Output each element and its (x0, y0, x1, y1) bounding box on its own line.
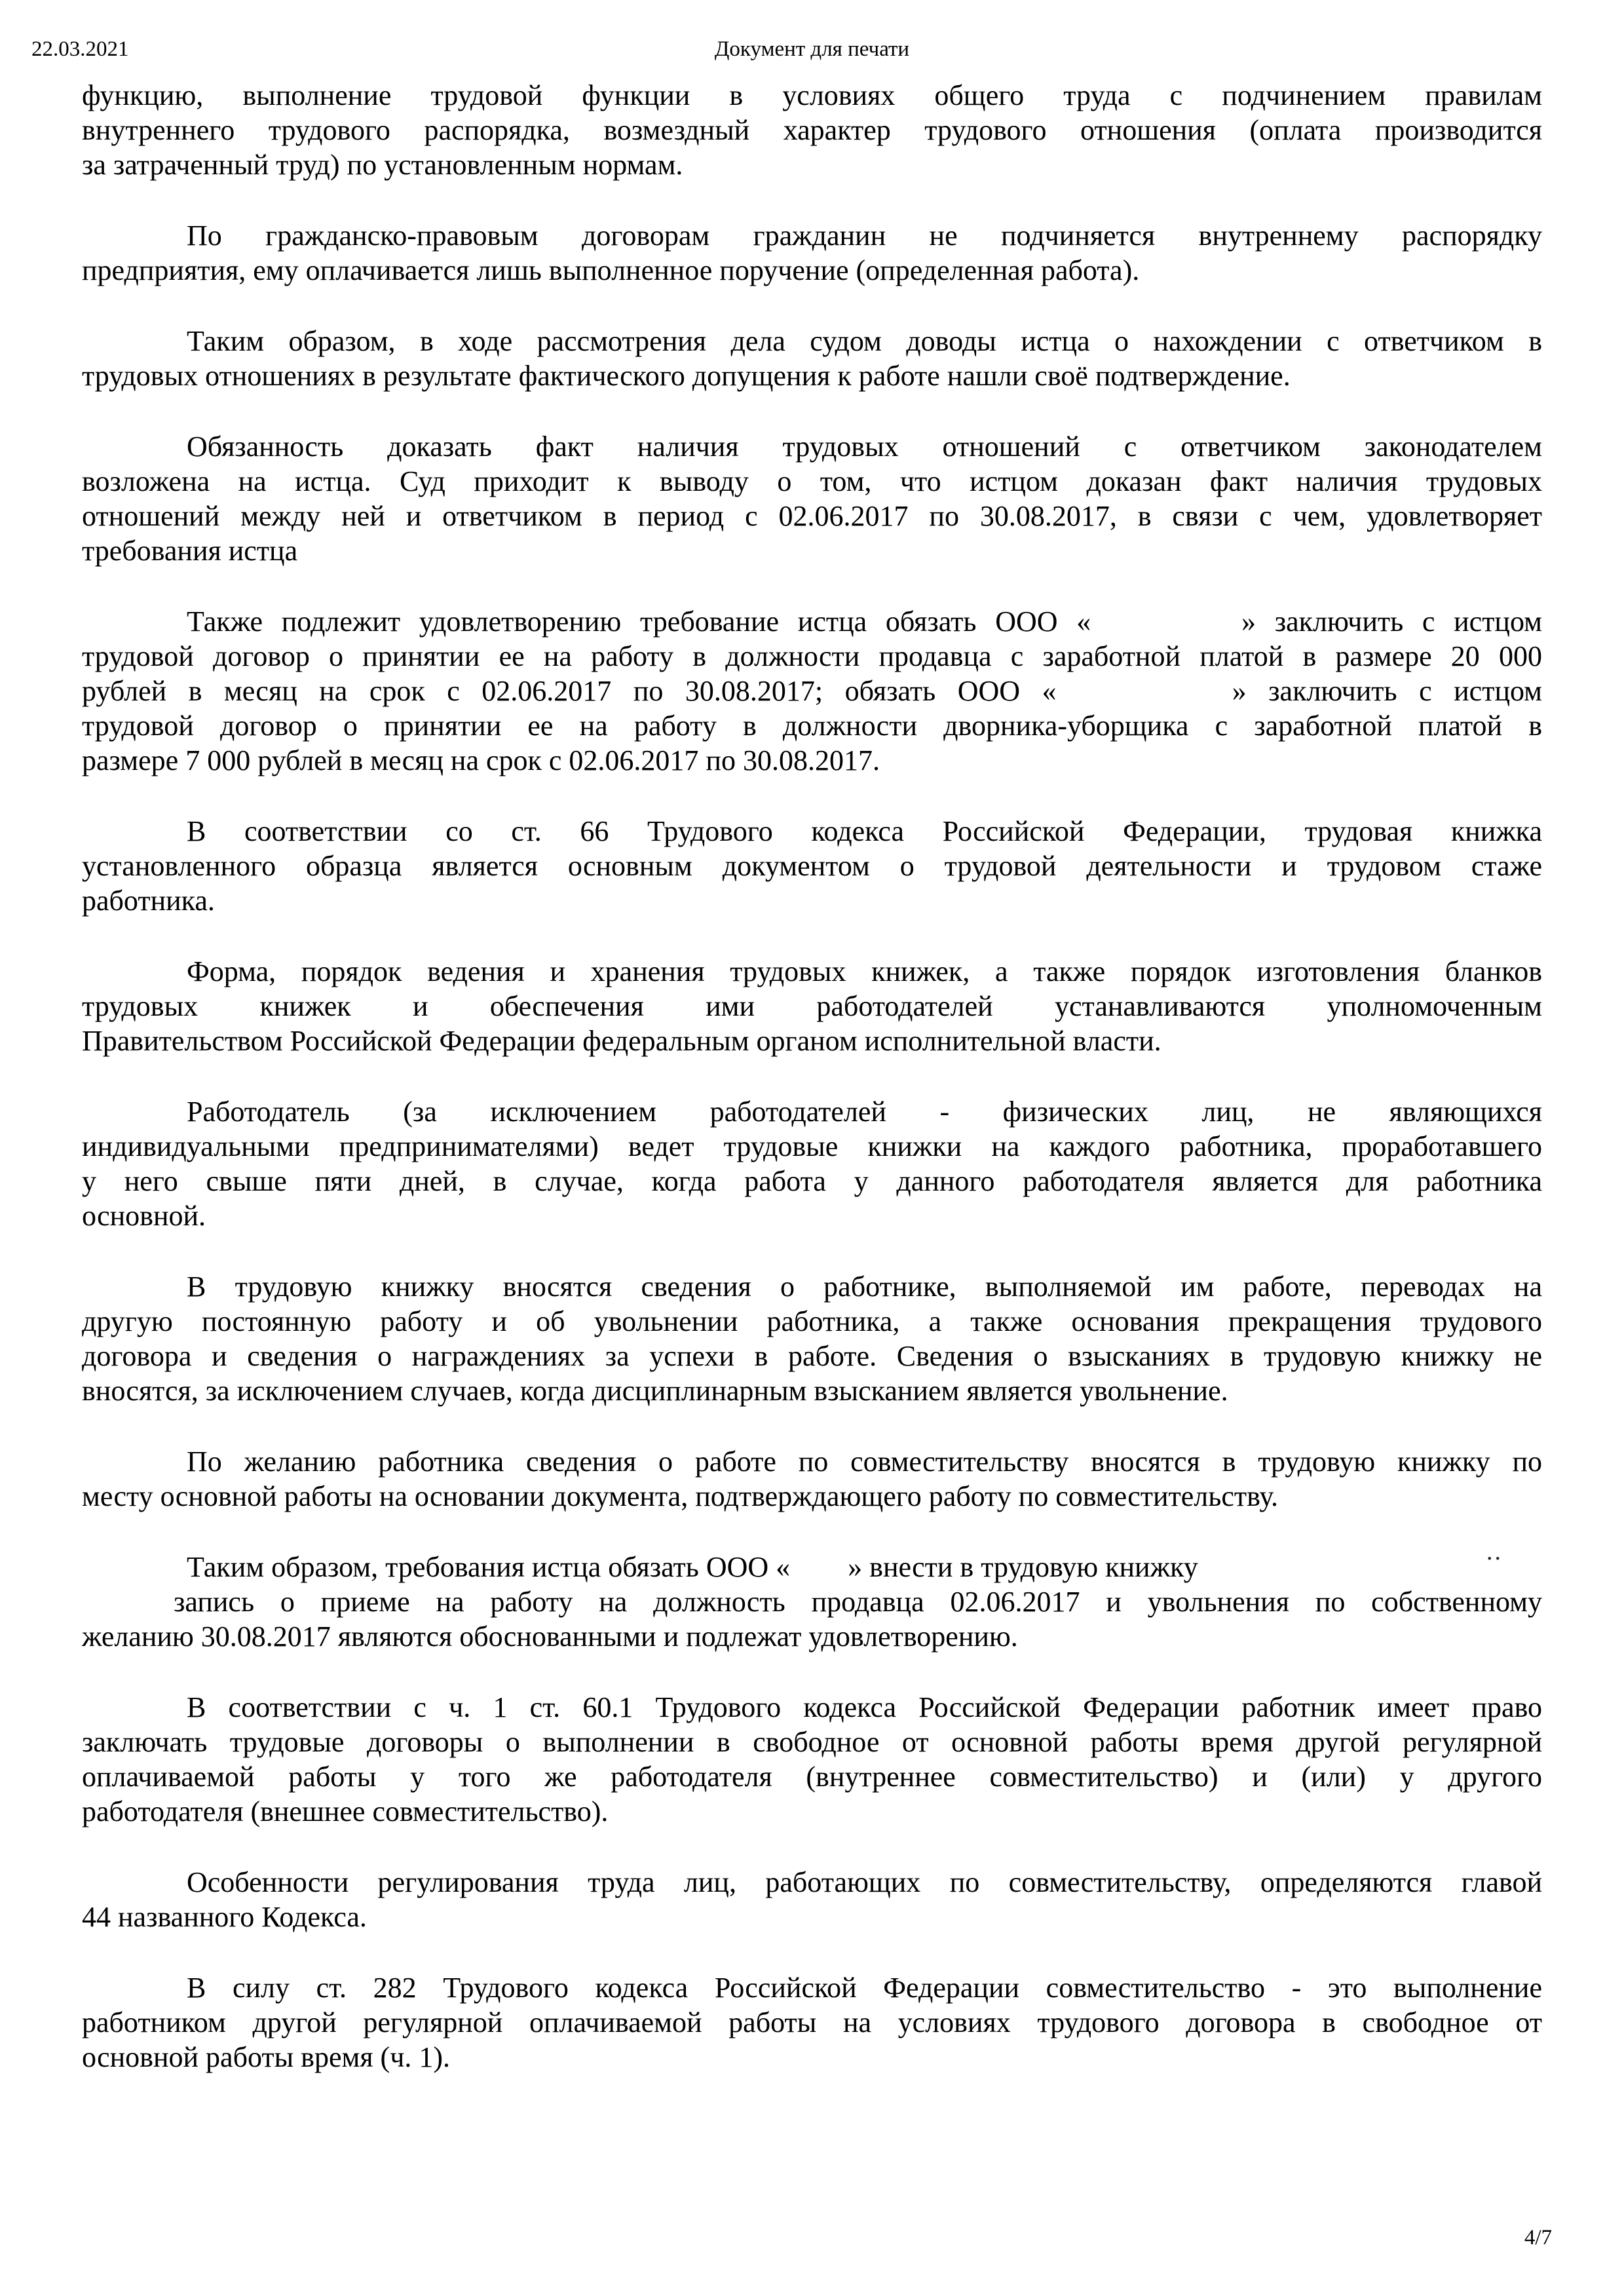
paragraph (82, 1094, 1542, 1233)
text-line: По желанию работника сведения о работе по совместительству вносятся в трудовую книжку по (187, 1445, 1542, 1478)
text-line: функцию, выполнение трудовой функции в условиях общего труда с подчинением правилам (82, 79, 1542, 111)
stray-dots-artifact: .. (1486, 1538, 1503, 1565)
text-line: трудовой договор о принятии ее на работу в должности дворника-уборщика с заработной платой в (82, 710, 1542, 742)
text-line: рублей в месяц на срок с 02.06.2017 по 30.08.2017; обязать ООО « » заключить с истцом (82, 675, 1542, 707)
text-line: трудовой договор о принятии ее на работу в должности продавца с заработной платой в размере 20 000 (82, 640, 1542, 672)
paragraph (82, 1444, 1542, 1514)
text-line: Форма, порядок ведения и хранения трудовых книжек, а также порядок изготовления бланков (187, 955, 1542, 987)
text-line: запись о приеме на работу на должность продавца 02.06.2017 и увольнения по собственному (174, 1586, 1542, 1618)
footer-page-indicator: 4/7 (1524, 2226, 1552, 2249)
text-line: основной работы время (ч. 1). (82, 2041, 450, 2073)
text-line: вносятся, за исключением случаев, когда дисциплинарным взысканием является увольнение. (82, 1375, 1228, 1407)
document-body (82, 78, 1542, 2075)
text-line: Особенности регулирования труда лиц, работающих по совместительству, определяются главой (187, 1866, 1542, 1898)
paragraph (82, 218, 1542, 288)
text-line: отношений между ней и ответчиком в период с 02.06.2017 по 30.08.2017, в связи с чем, удовлетворяет (82, 500, 1542, 532)
text-line: В соответствии со ст. 66 Трудового кодекса Российской Федерации, трудовая книжка (187, 815, 1542, 847)
paragraph (82, 814, 1542, 918)
text-line: По гражданско-правовым договорам гражданин не подчиняется внутреннему распорядку (187, 220, 1542, 252)
text-line: трудовых книжек и обеспечения ими работодателей устанавливаются уполномоченным (82, 990, 1542, 1022)
text-line: индивидуальными предпринимателями) ведет трудовые книжки на каждого работника, проработавшего (82, 1130, 1542, 1162)
paragraph (82, 1269, 1542, 1408)
text-line: месту основной работы на основании документа, подтверждающего работу по совместительству. (82, 1480, 1278, 1512)
header-document-title: Документ для печати (714, 37, 910, 61)
paragraph (82, 1970, 1542, 2075)
text-line: Таким образом, в ходе рассмотрения дела судом доводы истца о нахождении с ответчиком в (187, 325, 1542, 357)
text-line: размере 7 000 рублей в месяц на срок с 02.06.2017 по 30.08.2017. (82, 744, 880, 776)
text-line: работником другой регулярной оплачиваемой работы на условиях трудового договора в свободное от (82, 2006, 1542, 2038)
text-line: В соответствии с ч. 1 ст. 60.1 Трудового кодекса Российской Федерации работник имеет право (187, 1691, 1542, 1723)
paragraph (82, 1865, 1542, 1934)
text-line: Работодатель (за исключением работодателей - физических лиц, не являющихся (187, 1096, 1542, 1128)
paragraph (82, 429, 1542, 568)
text-line: Также подлежит удовлетворению требование истца обязать ООО « » заключить с истцом (187, 605, 1542, 638)
text-line: Правительством Российской Федерации федеральным органом исполнительной власти. (82, 1025, 1161, 1057)
paragraph (82, 324, 1542, 393)
paragraph (82, 1690, 1542, 1829)
text-line: предприятия, ему оплачивается лишь выполненное поручение (определенная работа). (82, 254, 1140, 286)
paragraph (82, 1538, 1542, 1654)
text-line: Таким образом, требования истца обязать ООО « » внести в трудовую книжку (187, 1551, 1198, 1583)
text-line: трудовых отношениях в результате фактического допущения к работе нашли своё подтверждение. (82, 360, 1291, 392)
text-line: внутреннего трудового распорядка, возмездный характер трудового отношения (оплата производится (82, 114, 1542, 146)
text-line: заключать трудовые договоры о выполнении в свободное от основной работы время другой регулярной (82, 1726, 1542, 1758)
text-line: работника. (82, 885, 215, 917)
paragraph (82, 78, 1542, 182)
text-line: В трудовую книжку вносятся сведения о работнике, выполняемой им работе, переводах на (187, 1271, 1542, 1303)
text-line: за затраченный труд) по установленным нормам. (82, 149, 683, 181)
text-line: основной. (82, 1200, 206, 1232)
paragraph (82, 954, 1542, 1058)
text-line: требования истца (82, 535, 298, 567)
text-line: другую постоянную работу и об увольнении работника, а также основания прекращения трудового (82, 1305, 1542, 1337)
text-line: работодателя (внешнее совместительство). (82, 1795, 609, 1827)
text-line: оплачиваемой работы у того же работодателя (внутреннее совместительство) и (или) у другого (82, 1761, 1542, 1793)
text-line: у него свыше пяти дней, в случае, когда работа у данного работодателя является для работника (82, 1165, 1542, 1197)
paragraph (82, 604, 1542, 778)
text-line: желанию 30.08.2017 являются обоснованными и подлежат удовлетворению. (82, 1620, 1018, 1653)
text-line: Обязанность доказать факт наличия трудовых отношений с ответчиком законодателем (187, 430, 1542, 463)
text-line: возложена на истца. Суд приходит к выводу о том, что истцом доказан факт наличия трудовых (82, 465, 1542, 497)
text-line: установленного образца является основным документом о трудовой деятельности и трудовом стаже (82, 850, 1542, 882)
text-line: 44 названного Кодекса. (82, 1901, 367, 1933)
text-line: договора и сведения о награждениях за успехи в работе. Сведения о взысканиях в трудовую книжку не (82, 1340, 1542, 1372)
text-line: В силу ст. 282 Трудового кодекса Российской Федерации совместительство - это выполнение (187, 1972, 1542, 2004)
header-print-date: 22.03.2021 (31, 37, 129, 61)
